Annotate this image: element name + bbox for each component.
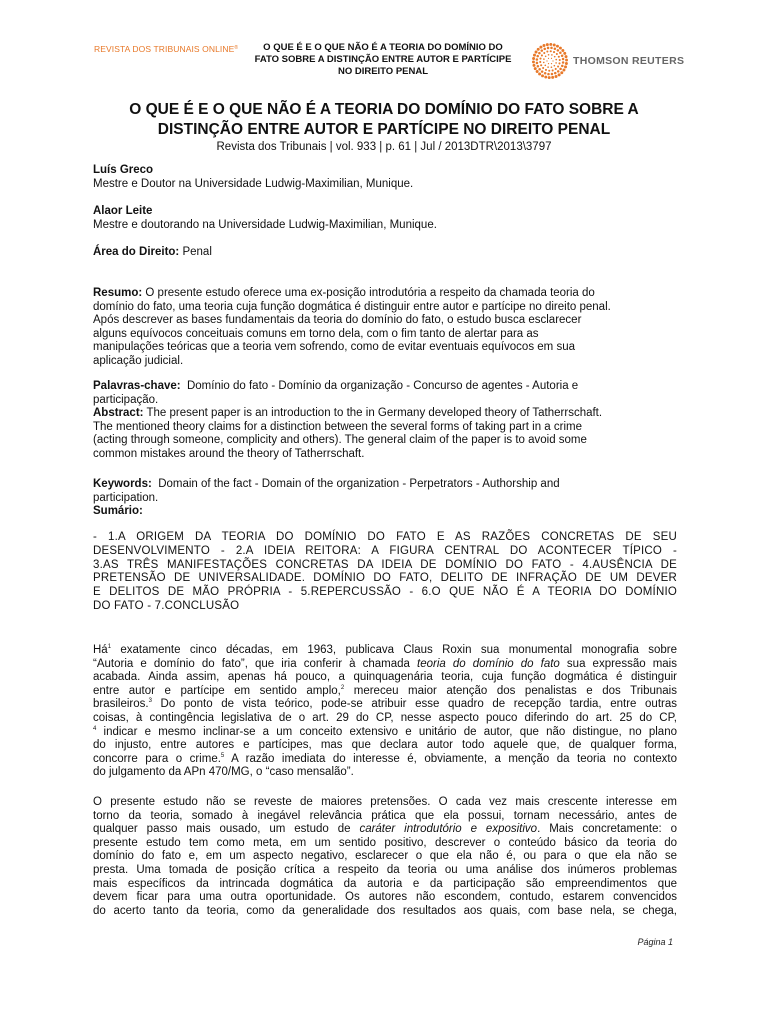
logo-dot [565, 55, 568, 58]
logo-dot [551, 54, 553, 56]
logo-dot [554, 56, 556, 58]
logo-dot [564, 65, 567, 68]
logo-dot [558, 73, 561, 76]
logo-dot [545, 69, 547, 71]
resumo-section: Resumo: O presente estudo oferece uma ex-posição introdutória a respeito da chamada teoria do domínio do fato, uma teoria cuja função dogmática é distinguir entre autor e partícipe no direito penal. Após descrever as bases fundamentais da teoria do domínio do fato, o estudo busca esclarecer alguns equívocos conceituais comuns em torno dela, com o fim tanto de alertar para as manipulações teóricas que a teoria vem sofrendo, como de evitar eventuais equívocos em sua aplicação judicial. [93, 287, 611, 367]
logo-dot [562, 61, 565, 64]
citation-meta: Revista dos Tribunais | vol. 933 | p. 61 | Jul / 2013DTR\2013\3797 [216, 141, 552, 153]
logo-dot [555, 75, 558, 78]
dotted-sphere-icon [532, 43, 568, 79]
logo-dot [532, 57, 535, 60]
palavras-chave-label: Palavras-chave: [93, 380, 181, 392]
logo-dot [562, 69, 565, 72]
logo-dot [554, 65, 556, 67]
logo-dot [539, 61, 541, 63]
logo-dot [538, 68, 541, 71]
author-name: Luís Greco [93, 164, 154, 176]
logo-dot [558, 56, 560, 58]
logo-dot [555, 68, 557, 70]
logo-dot [538, 72, 541, 75]
logo-dot [532, 60, 535, 63]
sumario-label: Sumário: [93, 505, 143, 518]
area-of-law: Área do Direito: Penal [93, 246, 212, 258]
logo-dot [565, 59, 568, 62]
logo-dot [548, 63, 549, 64]
logo-dot [541, 70, 544, 73]
logo-dot [548, 54, 550, 56]
running-title: O QUE É E O QUE NÃO É A TEORIA DO DOMÍNIO DO FATO SOBRE A DISTINÇÃO ENTRE AUTOR E PARTÍCIPE NO DIREITO PENAL [254, 42, 512, 77]
logo-dot [544, 65, 546, 67]
logo-dot [544, 76, 547, 79]
logo-dot [539, 46, 542, 49]
logo-dot [552, 69, 554, 71]
logo-dot [551, 66, 553, 68]
keywords-label: Keywords: [93, 478, 152, 490]
logo-dot [551, 76, 554, 79]
logo-dot [540, 64, 542, 66]
page-header [0, 40, 768, 84]
logo-dot [536, 70, 539, 73]
logo-dot [558, 62, 560, 64]
logo-dot [550, 50, 552, 52]
logo-dot [546, 51, 548, 53]
logo-dot [541, 49, 544, 52]
logo-dot [547, 73, 550, 76]
logo-dot [553, 43, 556, 46]
logo-dot [541, 74, 544, 77]
body-paragraph-1: $Há^1$ exatamente cinco décadas, em 1963, publicava Claus Roxin sua monumental monografia sobre “Autoria e domínio do fato”, que iria conferir à chamada teoria do domínio do fato sua expressão mais acabada. Ainda assim, apenas há pouco, a quinquagenária teoria, cuja função dogmática é distinguir entre autor e partícipe em sentido amplo,$^2$ mereceu maior atenção dos penalistas e dos Tribunais brasileiros.$^3$ Do ponto de vista teórico, pode-se atribuir esse quadro de recepção tardia, entre outras coisas, à contingência legislativa de o art. 29 do CP, nesse aspecto pouco diferindo do art. 25 do CP, $^4$ indicar e mesmo inclinar-se a um conceito extensivo e unitário de autor, que não distingue, no plano do injusto, entre autores e partícipes, mas que declara autor todo aquele que, de qualquer forma, concorre para o crime.$^5$ A razão imediata do interesse é, obviamente, a menção da teoria no contexto do julgamento da APn 470/MG, o “caso mensalão”. [93, 644, 678, 779]
logo-dot [544, 72, 547, 75]
sumario-list: - 1.A ORIGEM DA TEORIA DO DOMÍNIO DO FATO E AS RAZÕES CONCRETAS DE SEU DESENVOLVIMENTO - 2.A IDEIA REITORA: A FIGURA CENTRAL DO ACONTECER TÍPICO - 3.AS TRÊS MANIFESTAÇÕES CONCRETAS DA IDEIA DE DOMÍNIO DO FATO - 4.AUSÊNCIA DE PRETENSÃO DE UNIVERSALIDADE. DOMÍNIO DO FATO, DELITO DE INFRAÇÃO DE UM DEVER E DELITOS DE MÃO PRÓPRIA - 5.REPERCUSSÃO - 6.O QUE NÃO É A TEORIA DO DOMÍNIO DO FATO - 7.CONCLUSÃO [93, 531, 677, 612]
logo-dot [533, 54, 536, 57]
logo-dot [550, 47, 553, 50]
logo-dot [547, 66, 549, 68]
logo-dot [545, 55, 547, 57]
logo-dot [562, 58, 565, 61]
keywords-pt-section: Palavras-chave: Domínio do fato - Domínio da organização - Concurso de agentes - Autoria e participação. Abstract: The present paper is an introduction to the in Germany developed theory of Tatherrschaft. The mentioned theory claims for a distinction between the several forms of taking part in a crime (acting through someone, complicity and others). The general claim of the paper is to avoid some common mistakes around the theory of Tatherrschaft. [93, 380, 603, 460]
logo-dot [561, 65, 564, 68]
logo-dot [554, 47, 557, 50]
logo-dot [559, 47, 562, 50]
abstract-label: Abstract: [93, 407, 144, 420]
logo-dot [543, 48, 546, 51]
page-number: Página 1 [637, 937, 673, 947]
logo-dot [536, 55, 539, 58]
logo-dot [549, 43, 552, 46]
logo-dot [555, 62, 557, 64]
logo-dot [557, 49, 560, 52]
publisher-name: REVISTA DOS TRIBUNAIS ONLINE® [94, 44, 239, 54]
logo-dot [542, 67, 544, 69]
logo-dot [560, 71, 563, 74]
author-block-2 [93, 205, 677, 232]
logo-dot [543, 62, 545, 64]
logo-dot [559, 52, 562, 55]
author-affiliation: Mestre e doutorando na Universidade Ludwig-Maximilian, Munique. [93, 218, 437, 231]
logo-dot [537, 65, 540, 68]
logo-dot [551, 63, 552, 64]
logo-dot [556, 45, 559, 48]
author-affiliation: Mestre e Doutor na Universidade Ludwig-Maximilian, Munique. [93, 177, 414, 190]
logo-dot [552, 60, 553, 61]
body-paragraph-2: O presente estudo não se reveste de maiores pretensões. O cada vez mais crescente interesse em torno da teoria, somado à inegável relevância prática que ela possui, tornam necessário, antes de qualquer passo mais ousado, um estudo de caráter introdutório e expositivo. Mais concretamente: o presente estudo tem como meta, em um sentido positivo, descrever o conteúdo básico da teoria do domínio do fato e, em um aspecto negativo, esclarecer o que ela não é, ou para o que ela não se presta. Uma tomada de posição crítica a respeito da teoria ou uma análise dos inúmeros problemas mais específicos da intrincada dogmática da autoria e da participação são empreendimentos que devem ficar para uma outra oportunidade. Os autores não escondem, contudo, estarem convencidos do acerto tanto da teoria, como da generalidade dos resultados aos quais, com base nela, se chega, [93, 796, 677, 917]
logo-dot [556, 53, 558, 55]
logo-dot [557, 70, 560, 73]
logo-dot [553, 51, 555, 53]
logo-dot [551, 73, 554, 76]
author-block-1 [93, 164, 677, 191]
logo-dot [557, 65, 559, 67]
logo-dot [554, 72, 557, 75]
logo-dot [543, 44, 546, 47]
logo-dot [546, 43, 549, 46]
author-name: Alaor Leite [93, 205, 153, 217]
resumo-label: Resumo: [93, 287, 143, 299]
logo-dot [561, 49, 564, 52]
logo-dot [536, 62, 539, 65]
logo-dot [561, 54, 564, 57]
logo-dot [536, 58, 539, 61]
logo-dot [546, 60, 547, 61]
logo-dot [541, 54, 543, 56]
logo-dot [555, 59, 557, 61]
logo-dot [559, 68, 562, 71]
logo-dot [559, 59, 561, 61]
logo-dot [547, 47, 550, 50]
document-title: O QUE É E O QUE NÃO É A TEORIA DO DOMÍNIO DO FATO SOBRE A DISTINÇÃO ENTRE AUTOR E PARTÍCIPE NO DIREITO PENAL [129, 101, 639, 138]
logo-dot [548, 70, 550, 72]
logo-dot [543, 52, 545, 54]
logo-dot [565, 62, 568, 65]
logo-dot [535, 51, 538, 54]
keywords-en-section: Keywords: Domain of the fact - Domain of the organization - Perpetrators - Authorship and participation. Sumário: [93, 478, 677, 519]
logo-dot [551, 58, 552, 59]
logo-dot [534, 67, 537, 70]
thomson-reuters-logo-text: THOMSON REUTERS [573, 55, 685, 67]
logo-dot [548, 76, 551, 79]
logo-dot [548, 58, 549, 59]
logo-dot [537, 48, 540, 51]
logo-dot [563, 52, 566, 55]
logo-dot [539, 58, 541, 60]
logo-dot [543, 58, 545, 60]
logo-dot [533, 64, 536, 67]
logo-dot [538, 52, 541, 55]
